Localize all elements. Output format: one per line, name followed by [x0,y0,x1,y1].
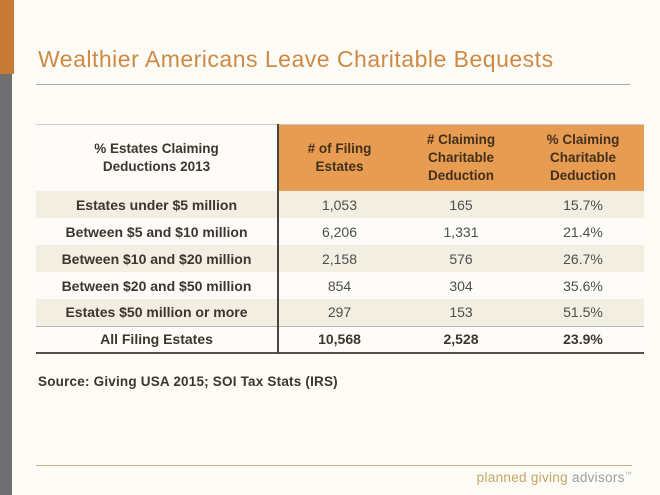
row-label: Between $10 and $20 million [36,245,278,272]
brand-logo [477,470,632,485]
col-header-claiming-deduction: # Claiming Charitable Deduction [400,125,522,192]
brand-primary-text: planned giving [476,470,568,485]
cell-pct-claiming: 51.5% [522,299,644,326]
row-label: Estates under $5 million [36,191,278,218]
cell-filing-estates: 10,568 [278,326,400,353]
cell-pct-claiming: 35.6% [522,272,644,299]
left-accent-bar-orange [0,0,14,74]
table-row [36,218,644,245]
cell-pct-claiming: 23.9% [522,326,644,353]
cell-pct-claiming: 21.4% [522,218,644,245]
table-row [36,245,644,272]
col-header-filing-estates: # of Filing Estates [278,125,400,192]
left-accent-bar-gray [0,74,12,495]
cell-claiming-deduction: 2,528 [400,326,522,353]
cell-filing-estates: 297 [278,299,400,326]
estates-deductions-table [36,124,644,354]
row-label: Between $5 and $10 million [36,218,278,245]
cell-pct-claiming: 15.7% [522,191,644,218]
brand-secondary-text: advisors [572,470,625,485]
cell-filing-estates: 2,158 [278,245,400,272]
cell-claiming-deduction: 304 [400,272,522,299]
trademark-symbol: ™ [624,471,632,479]
col-header-pct-claiming: % Claiming Charitable Deduction [522,125,644,192]
cell-filing-estates: 854 [278,272,400,299]
footer-divider-line [36,465,632,466]
cell-claiming-deduction: 1,331 [400,218,522,245]
row-label: Estates $50 million or more [36,299,278,326]
col-header-estates-claiming: % Estates Claiming Deductions 2013 [36,125,278,192]
table-row [36,272,644,299]
table-total-row [36,326,644,353]
cell-filing-estates: 6,206 [278,218,400,245]
table-row [36,191,644,218]
cell-claiming-deduction: 153 [400,299,522,326]
source-note: Source: Giving USA 2015; SOI Tax Stats (IRS) [38,374,338,389]
row-label: All Filing Estates [36,326,278,353]
row-label: Between $20 and $50 million [36,272,278,299]
cell-pct-claiming: 26.7% [522,245,644,272]
table-row [36,299,644,326]
cell-claiming-deduction: 576 [400,245,522,272]
table-header-row [36,125,644,192]
title-underline [36,84,630,85]
slide-title: Wealthier Americans Leave Charitable Bequests [38,46,554,72]
cell-filing-estates: 1,053 [278,191,400,218]
cell-claiming-deduction: 165 [400,191,522,218]
